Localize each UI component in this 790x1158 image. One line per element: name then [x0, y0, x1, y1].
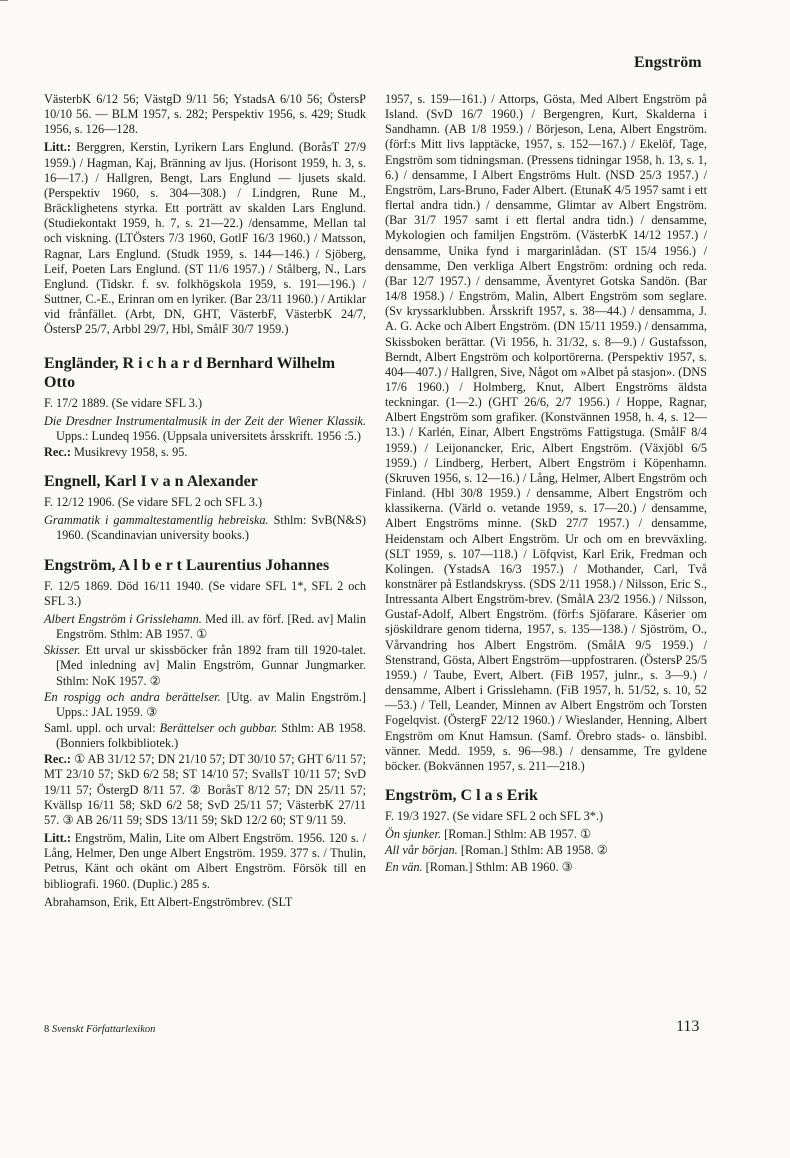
albert-birth: F. 12/5 1869. Död 16/11 1940. (Se vidare SFL 1*, SFL 2 och SFL 3.)	[44, 578, 366, 608]
rec-label: Rec.:	[44, 752, 71, 767]
lit-paragraph	[44, 140, 366, 337]
clas-work-3-title: En vän.	[385, 859, 423, 874]
engnell-work	[44, 513, 366, 543]
entry-title-engnell: Engnell, Karl I v a n Alexander	[44, 473, 258, 491]
entry-title-englander: Engländer, R i c h a r d Bernhard Wilhelm Otto	[44, 354, 336, 391]
albert-work-1-pub: Med ill. av förf. [Red. av] Malin Engström. Sthlm: AB 1957. ①	[56, 611, 366, 642]
lit-label: Litt.:	[44, 831, 71, 846]
left-column	[44, 92, 366, 913]
englander-rec	[44, 445, 366, 460]
signature-number: 8	[44, 1024, 50, 1035]
scan-edge-mark	[0, 0, 8, 1]
albert-work-2-pub: Ett urval ur skissböcker från 1892 fram till 1920-talet. [Med inledning av] Malin Engström, Gunnar Jungmarker. Sthlm: NoK 1957. ②	[56, 643, 366, 688]
clas-work-2-title: All vår början.	[385, 843, 458, 858]
engnell-work-title: Grammatik i gammaltestamentlig hebreiska.	[44, 513, 269, 528]
albert-work-4-pub: Sthlm: AB 1958. (Bonniers folkbibliotek.)	[56, 721, 367, 751]
albert-work-2	[44, 643, 366, 688]
clas-birth: F. 19/3 1927. (Se vidare SFL 2 och SFL 3*.)	[385, 809, 604, 824]
rec-text: ① AB 31/12 57; DN 21/10 57; DT 30/10 57; GHT 6/11 57; MT 23/10 57; SkD 6/2 58; ST 14/10 57; SvallsT 10/11 57; SvD 19/11 57; ÖstergD 8/11 57. ② BoråsT 8/12 57; DN 25/11 57; Kvällsp 16/11 58; SkD 6/2 58; SvD 25/11 57; VästerbK 27/11 57. ③ AB 26/11 59; SDS 13/11 59; SkD 12/2 60; ST 9/11 59.	[44, 752, 366, 827]
albert-rec	[44, 752, 366, 828]
clas-work-3-pub: [Roman.] Sthlm: AB 1960. ③	[425, 859, 573, 874]
albert-lit-tail: Abrahamson, Erik, Ett Albert-Engströmbrev. (SLT	[44, 894, 293, 909]
englander-work-pub: Upps.: Lundeq 1956. (Uppsala universitets årsskrift. 1956 :5.)	[56, 428, 361, 443]
engnell-work-pub: Sthlm: SvB(N&S) 1960. (Scandinavian university books.)	[56, 513, 367, 543]
albert-work-1-title: Albert Engström i Grisslehamn.	[44, 611, 202, 626]
englander-birth: F. 17/2 1889. (Se vidare SFL 3.)	[44, 395, 203, 410]
albert-work-3-title: En rospigg och andra berättelser.	[44, 689, 221, 704]
albert-work-4-prefix: Saml. uppl. och urval:	[44, 721, 156, 735]
clas-work-1	[385, 827, 707, 842]
running-head: Engström	[634, 54, 702, 71]
albert-work-3	[44, 690, 366, 720]
albert-work-4	[44, 721, 366, 751]
albert-lit-continuation: 1957, s. 159—161.) / Attorps, Gösta, Med Albert Engström på Island. (SvD 16/7 1960.) / Bergengren, Kurt, Skalderna i Sandhamn. (AB 1/8 1959.) / Börjeson, Lena, Albert Engström. (förf:s Mitt livs lapptäcke, 1957, s. 152—167.) / Ekelöf, Tage, Engström som tidningsman. (Pressens tidningar 1958, h. 13, s. 1, 6.) / densamme, I Albert Engströms Hult. (NSD 25/3 1957.) / Engström, Lars-Bruno, Fader Albert. (EtunaK 4/5 1957 samt i ett flertal andra tidn.) / densamme, Glimtar av Albert Engström. (Bar 31/7 1957 samt i ett flertal andra tidn.) / densamme, Mykologien och familjen Engström. (VästerbK 14/12 1957.) / densamme, Unika fynd i margarinlådan. (ST 15/4 1956.) / densamme, Den verkliga Albert Engström: ordning och reda. (Bar 12/7 1957.) / densamme, Äventyret Gotska Sandön. (Bar 14/8 1958.) / Engström, Malin, Albert Engström som seglare. (Sv kryssarklubben. Årsskrift 1957, s. 38—44.) / densamma, J. A. G. Acke och Albert Engström. (DN 15/11 1959.) / densamma, Skissboken berättar. (Vi 1956, h. 31/32, s. 8—9.) / Gustafsson, Berndt, Albert Engström och kolportörerna. (Perspektiv 1957, s. 404—407.) / Hallgren, Sive, Något om »Albet på stasjon». (DNS 17/6 1960.) / Holmberg, Knut, Albert Engströms äldsta teckningar. (1—2.) (GHT 26/6, 2/7 1956.) / Hoppe, Ragnar, Albert Engström som grafiker. (Konstvännen 1958, h. 4, s. 12—13.) / Karlén, Einar, Albert Engströms Fattigstuga. (SmålF 8/4 1959.) / Leijonancker, Eric, Albert Engström. (Växjöbl 6/5 1959.) / Lindberg, Herbert, Albert Engström i Köpenhamn. (Skruven 1956, s. 12—16.) / Lång, Helmer, Albert Engström och Finland. (Hbl 30/8 1959.) / densamme, Albert Engström och klassikerna. (Värld o. vetande 1959, s. 17—20.) / densamme, Albert Engströms minne. (SkD 27/7 1957.) / densamme, Heidenstam och Albert Engström. Ur och om en brevväxling. (SLT 1959, s. 107—118.) / Löfqvist, Karl Erik, Fredman och Kolingen. (YstadsA 16/3 1957.) / Mothander, Carl, Två konstnärer på Estlandskryss. (SDS 2/11 1958.) / Nilsson, Eric S., Intressanta Albert Engström-brev. (SmålA 23/2 1956.) / Nilsson, Gustaf-Adolf, Albert Engström. (förf:s Sjöfarare. Kåserier om sjöskildrare genom tiderna, 1957, s. 135—138.) / Sjöström, O., Vårvandring hos Albert Engström. (SmålA 9/5 1959.) / Stenstrand, Gösta, Albert Engström—uppfostraren. (ÖstersP 25/5 1959.) / Taube, Evert, Albert. (FiB 1957, julnr., s. 3—9.) / densamme, Albert i Grisslehamn. (FiB 1957, h. 51/52, s. 10, 52—53.) / Tell, Leander, Minnen av Albert Engström och Torsten Fogelqvist. (ÖstergF 22/12 1960.) / Wieslander, Henning, Albert Engström om Knut Hamsun. (Samf. Örebro stads- o. länsbibl. vänner. Medd. 1959, s. 96—98.) / densamme, Tre gyldene böcker. (Bokvännen 1957, s. 211—218.)	[385, 92, 707, 773]
rec-label: Rec.:	[44, 444, 71, 459]
albert-lit	[44, 831, 366, 892]
englander-work-title: Die Dresdner Instrumentalmusik in der Zeit der Wiener Klassik.	[44, 413, 366, 428]
footer-signature	[44, 1024, 155, 1035]
albert-work-3-pub: [Utg. av Malin Engström.] Upps.: JAL 1959. ③	[56, 689, 366, 719]
albert-work-4-title: Berättelser och gubbar.	[159, 721, 278, 735]
book-title: Svenskt Författarlexikon	[51, 1024, 156, 1035]
page-number: 113	[676, 1018, 700, 1035]
clas-work-2-pub: [Roman.] Sthlm: AB 1958. ②	[460, 843, 608, 858]
albert-work-1	[44, 612, 366, 642]
clas-work-1-pub: [Roman.] Sthlm: AB 1957. ①	[444, 827, 592, 842]
englander-work	[44, 414, 366, 444]
entry-title-engstrom-clas: Engström, C l a s Erik	[385, 787, 538, 805]
lit-text: Engström, Malin, Lite om Albert Engström. 1956. 120 s. / Lång, Helmer, Den unge Albert Engström. 1959. 377 s. / Thulin, Petrus, Känt och okänt om Albert Engström. Försök till en bibliografi. 1960. (Duplic.) 285 s.	[44, 831, 366, 891]
rec-text: Musikrevy 1958, s. 95.	[74, 444, 188, 459]
clas-work-2	[385, 843, 707, 858]
clas-work-1-title: Ön sjunker.	[385, 827, 442, 842]
albert-work-2-title: Skisser.	[44, 643, 81, 658]
clas-work-3	[385, 860, 707, 875]
lit-label: Litt.:	[44, 140, 71, 155]
right-column	[385, 92, 707, 876]
entry-title-engstrom-albert: Engström, A l b e r t Laurentius Johannes	[44, 556, 330, 574]
intro-paragraph: VästerbK 6/12 56; VästgD 9/11 56; YstadsA 6/10 56; ÖstersP 10/10 56. — BLM 1957, s. 282; Perspektiv 1956, s. 429; Studk 1956, s. 126—128.	[44, 92, 366, 137]
lit-text: Berggren, Kerstin, Lyrikern Lars Englund. (BoråsT 27/9 1959.) / Hagman, Kaj, Bränning av ljus. (Horisont 1959, h. 3, s. 16—17.) / Hallgren, Bengt, Lars Englund — ljusets skald. (Perspektiv 1960, s. 304—308.) / Lindgren, Rune M., Bräcklighetens styrka. Ett porträtt av skalden Lars Englund. (Studiekontakt 1959, h. 7, s. 21—22.) /densamme, Mellan tal och viskning. (LTÖsters 7/3 1960, GotlF 16/3 1960.) / Matsson, Ragnar, Lars Englund. (Studk 1959, s. 144—146.) / Sjöberg, Leif, Poeten Lars Englund. (ST 11/6 1957.) / Stålberg, N., Lars Englund. (Tidskr. f. sv. folkhögskola 1959, s. 191—196.) / Suttner, C.-E., Erinran om en lyriker. (Bar 23/11 1960.) / Artiklar vid frånfället. (Arbt, DN, GHT, VästerbF, VästerbK 24/7, ÖstersP 25/7, Arbbl 29/7, Hbl, SmålF 30/7 1959.)	[44, 140, 366, 337]
engnell-birth: F. 12/12 1906. (Se vidare SFL 2 och SFL 3.)	[44, 495, 263, 510]
